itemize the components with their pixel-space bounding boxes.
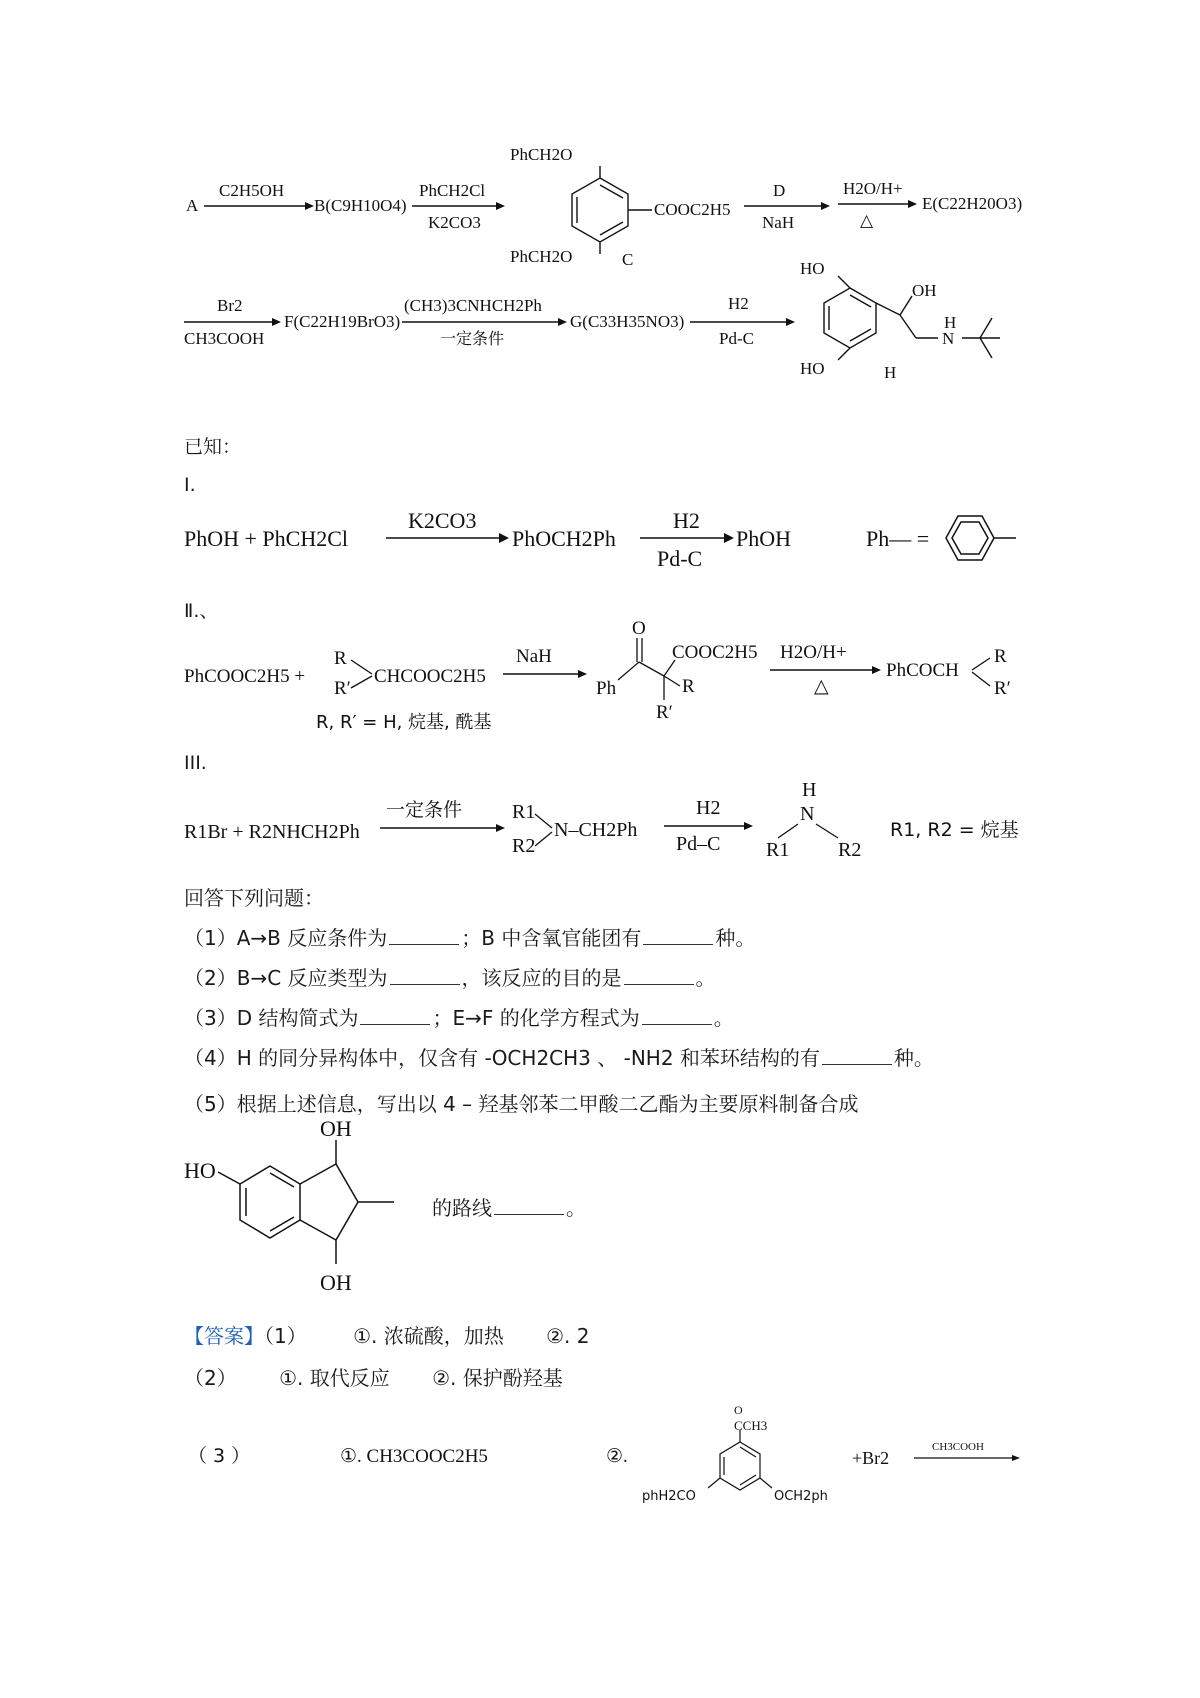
q4-part-a: （4）H 的同分异构体中，仅含有 -OCH2CH3 、 -NH2 和苯环结构的有 bbox=[184, 1046, 820, 1070]
q3-part-c: 。 bbox=[713, 1006, 734, 1030]
arrow2-head bbox=[496, 202, 505, 210]
synthesis-scheme bbox=[0, 0, 1200, 420]
known-ii-prod-ph: Ph bbox=[596, 678, 617, 699]
known-ii-arrow1-head bbox=[578, 670, 587, 678]
known-title: 已知： bbox=[184, 436, 242, 458]
known-i-mid: PhOCH2Ph bbox=[512, 526, 616, 551]
compound-h-oh: OH bbox=[912, 281, 937, 300]
known-ii-arrow2-reagent: H2O/H+ bbox=[780, 642, 847, 663]
known-ii-arrow1-reagent: NaH bbox=[516, 646, 552, 667]
phenyl-ring-icon bbox=[946, 516, 1016, 560]
q5-oh-bottom: OH bbox=[320, 1270, 352, 1295]
arrow2-condition: K2CO3 bbox=[428, 213, 481, 232]
known-ii-prod-ester: COOC2H5 bbox=[672, 642, 758, 663]
answer-2-part1: ①. 取代反应 bbox=[279, 1366, 390, 1390]
arrow1-reagent: C2H5OH bbox=[219, 181, 285, 200]
compound-a: A bbox=[186, 196, 199, 215]
answer-3-ketone: CCH3 bbox=[734, 1418, 768, 1433]
q5-end: 。 bbox=[566, 1196, 586, 1220]
known-ii-bond1 bbox=[351, 660, 372, 674]
answer-1-part2: ②. 2 bbox=[546, 1324, 590, 1348]
arrow5-condition: CH3COOH bbox=[184, 329, 265, 348]
q1-blank-2[interactable] bbox=[643, 930, 713, 945]
known-iii-arrow1-reagent: 一定条件 bbox=[386, 799, 463, 821]
known-i-reactant: PhOH + PhCH2Cl bbox=[184, 526, 349, 551]
known-iii-arrow2-condition: Pd–C bbox=[676, 833, 721, 855]
known-iii-mid: N–CH2Ph bbox=[554, 819, 638, 841]
arrow3-condition: NaH bbox=[762, 213, 795, 232]
q5-oh-top: OH bbox=[320, 1120, 352, 1141]
known-ii-reactant2: CHCOOC2H5 bbox=[374, 666, 486, 687]
q2-part-b: ，该反应的目的是 bbox=[461, 966, 622, 990]
known-iii-arrow1-head bbox=[496, 824, 505, 832]
arrow7-condition: Pd-C bbox=[719, 329, 754, 348]
question-3 bbox=[184, 1002, 734, 1031]
answer-3-arrow-head bbox=[1012, 1455, 1020, 1461]
answer-2-part2: ②. 保护酚羟基 bbox=[432, 1366, 563, 1390]
known-ii-final-bond2 bbox=[972, 672, 990, 686]
compound-c-bottom-substituent: PhCH2O bbox=[510, 247, 573, 266]
known-ii-prod-r: R bbox=[682, 676, 695, 697]
q1-part-c: 种。 bbox=[715, 926, 756, 950]
known-ii-reactant1: PhCOOC2H5 + bbox=[184, 666, 306, 687]
answer-3-part1: ①. CH3COOC2H5 bbox=[340, 1446, 488, 1467]
known-ii-arrow2-condition: △ bbox=[814, 676, 829, 697]
q1-part-a: （1）A→B 反应条件为 bbox=[184, 926, 388, 950]
known-ii-num: Ⅱ.、 bbox=[184, 600, 219, 622]
q4-part-b: 种。 bbox=[893, 1046, 934, 1070]
arrow6-head bbox=[558, 318, 567, 326]
q3-part-a: （3）D 结构简式为 bbox=[184, 1006, 359, 1030]
known-iii-prod-h: H bbox=[802, 779, 817, 801]
known-i-arrow2-head bbox=[724, 533, 734, 543]
q2-blank-1[interactable] bbox=[390, 970, 460, 985]
compound-c-label: C bbox=[622, 250, 634, 269]
compound-g: G(C33H35NO3) bbox=[570, 312, 685, 331]
q4-blank-1[interactable] bbox=[822, 1050, 892, 1065]
known-i-arrow1-reagent: K2CO3 bbox=[408, 508, 477, 533]
known-i-arrow2-reagent: H2 bbox=[673, 508, 700, 533]
compound-e: E(C22H20O3) bbox=[922, 194, 1023, 213]
questions-intro: 回答下列问题： bbox=[184, 886, 324, 910]
known-iii-prod-bond2 bbox=[816, 824, 838, 838]
known-iii-prod-n: N bbox=[800, 803, 815, 825]
answer-tag: 【答案】 bbox=[184, 1324, 264, 1348]
known-iii-num: III. bbox=[184, 752, 207, 774]
arrow4-head bbox=[908, 200, 917, 208]
known-iii-mid-r1: R1 bbox=[512, 801, 536, 823]
known-iii-mid-bond1 bbox=[535, 814, 552, 828]
q3-blank-2[interactable] bbox=[642, 1010, 712, 1025]
question-1 bbox=[184, 922, 755, 951]
answer-1-part1: ①. 浓硫酸，加热 bbox=[353, 1324, 504, 1348]
answer-1 bbox=[184, 1320, 589, 1349]
arrow7-reagent: H2 bbox=[728, 294, 749, 313]
q5-ho: HO bbox=[184, 1158, 216, 1183]
known-ii-final-bond1 bbox=[972, 658, 990, 670]
compound-c-ring bbox=[572, 166, 652, 254]
q3-blank-1[interactable] bbox=[360, 1010, 430, 1025]
answer-2-num: （2） bbox=[184, 1366, 237, 1390]
q1-part-b: ；B 中含氧官能团有 bbox=[461, 926, 642, 950]
known-i-arrow2-condition: Pd-C bbox=[657, 546, 703, 571]
arrow3-head bbox=[821, 202, 830, 210]
arrow1-head bbox=[305, 202, 314, 210]
known-i-arrow1-head bbox=[499, 533, 509, 543]
known-ii-final-r2: R′ bbox=[994, 678, 1011, 699]
q5-blank[interactable] bbox=[494, 1200, 564, 1215]
known-ii-final-r: R bbox=[994, 646, 1007, 667]
q3-part-b: ；E→F 的化学方程式为 bbox=[432, 1006, 640, 1030]
q2-part-a: （2）B→C 反应类型为 bbox=[184, 966, 388, 990]
known-iii-arrow2-head bbox=[744, 822, 753, 830]
q5-route-text: 的路线 bbox=[432, 1196, 492, 1220]
arrow3-reagent: D bbox=[773, 181, 786, 200]
known-ii-r: R bbox=[334, 648, 347, 669]
arrow6-condition: 一定条件 bbox=[440, 329, 505, 348]
answer-2 bbox=[184, 1362, 563, 1391]
known-iii-note: R1, R2 = 烷基 bbox=[890, 819, 1019, 841]
answer-3-o: O bbox=[734, 1403, 743, 1417]
q5-target-structure bbox=[0, 1120, 700, 1320]
known-ii-prod-r2: R′ bbox=[656, 702, 673, 723]
known-ii-bond2 bbox=[351, 676, 372, 688]
known-i-product: PhOH bbox=[736, 526, 792, 551]
known-iii-prod-r2: R2 bbox=[838, 839, 862, 861]
answer-3-structure bbox=[708, 1430, 772, 1490]
known-ii-product-structure bbox=[618, 638, 680, 700]
known-ii-r2: R′ bbox=[334, 678, 351, 699]
known-iii-reactant: R1Br + R2NHCH2Ph bbox=[184, 821, 360, 843]
known-ii-prod-o: O bbox=[632, 618, 646, 639]
compound-c-ester: COOC2H5 bbox=[654, 200, 731, 219]
known-iii-arrow2-reagent: H2 bbox=[696, 797, 721, 819]
answer-3-part2: ②. bbox=[606, 1446, 628, 1467]
question-2 bbox=[184, 962, 716, 991]
answer-3-arrow-reagent: CH3COOH bbox=[932, 1441, 984, 1453]
known-iii-mid-r2: R2 bbox=[512, 835, 536, 857]
known-iii-mid-bond2 bbox=[535, 832, 552, 846]
q2-part-c: 。 bbox=[695, 966, 716, 990]
answer-3-left: phH2CO bbox=[642, 1489, 696, 1504]
answer-3 bbox=[0, 1400, 1200, 1560]
known-ii-final: PhCOCH bbox=[886, 660, 959, 681]
arrow4-condition: △ bbox=[860, 211, 874, 230]
compound-f: F(C22H19BrO3) bbox=[284, 312, 401, 331]
compound-c-top-substituent: PhCH2O bbox=[510, 145, 573, 164]
q1-blank-1[interactable] bbox=[389, 930, 459, 945]
known-ii-arrow2-head bbox=[872, 666, 881, 674]
arrow5-head bbox=[272, 318, 281, 326]
arrow5-reagent: Br2 bbox=[217, 296, 243, 315]
arrow7-head bbox=[786, 318, 795, 326]
known-iii-prod-bond1 bbox=[778, 824, 798, 838]
arrow4-reagent: H2O/H+ bbox=[843, 179, 903, 198]
compound-h-n: N bbox=[942, 329, 955, 348]
question-4 bbox=[184, 1042, 934, 1071]
arrow2-reagent: PhCH2Cl bbox=[419, 181, 486, 200]
answer-3-num: （ 3 ） bbox=[188, 1445, 251, 1467]
answer-3-br: +Br2 bbox=[852, 1448, 890, 1468]
compound-h-ho-bottom: HO bbox=[800, 359, 825, 378]
compound-h-nh: H bbox=[944, 313, 957, 332]
known-ii-note: R, R′ = H, 烷基, 酰基 bbox=[316, 712, 492, 733]
known-i-num: Ⅰ. bbox=[184, 474, 196, 496]
arrow6-reagent: (CH3)3CNHCH2Ph bbox=[404, 296, 542, 315]
compound-b: B(C9H10O4) bbox=[314, 196, 407, 215]
known-iii-prod-r1: R1 bbox=[766, 839, 790, 861]
question-5: （5）根据上述信息，写出以 4 – 羟基邻苯二甲酸二乙酯为主要原料制备合成 bbox=[184, 1092, 859, 1116]
compound-h-label: H bbox=[884, 363, 897, 382]
answer-3-right: OCH2ph bbox=[774, 1489, 828, 1504]
answer-1-num: （1） bbox=[264, 1324, 307, 1348]
known-reactions bbox=[0, 490, 1200, 870]
q5-route bbox=[432, 1192, 586, 1221]
compound-h-ho-top: HO bbox=[800, 259, 825, 278]
q2-blank-2[interactable] bbox=[624, 970, 694, 985]
known-i-ph-def: Ph— = bbox=[866, 526, 930, 551]
